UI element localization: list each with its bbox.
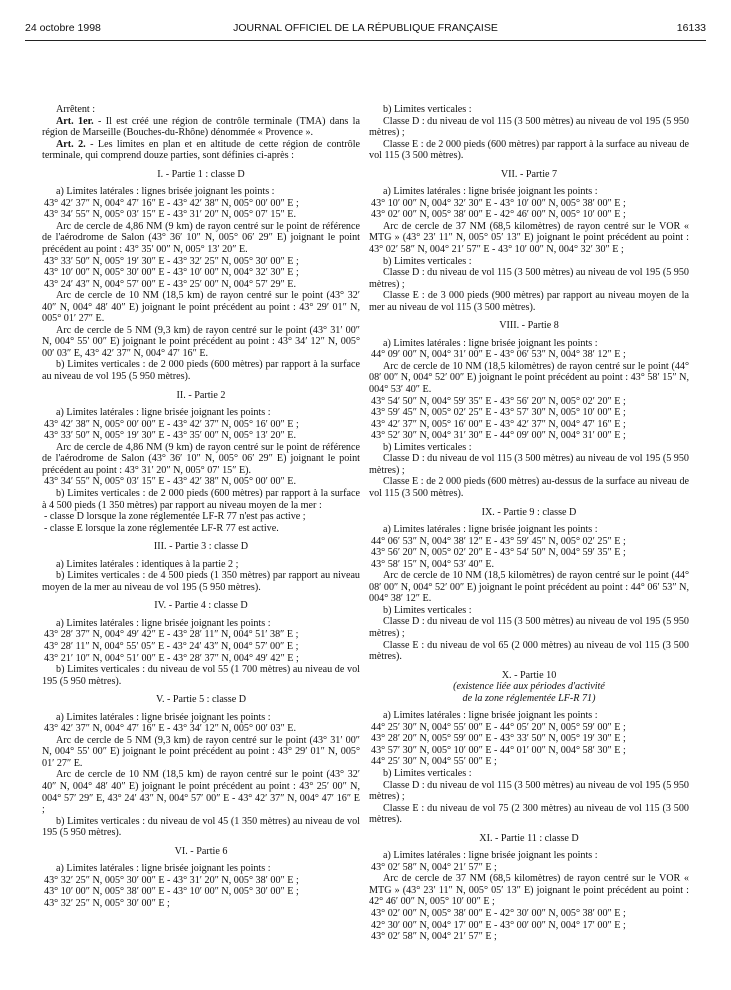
coordinate-line: 43° 54′ 50″ N, 004° 59′ 35″ E - 43° 56′ 20″ N, 005° 02′ 20″ E ; xyxy=(371,395,626,407)
section-title: I. - Partie 1 : classe D xyxy=(157,168,245,180)
class-condition: - classe D lorsque la zone réglementée LF-R 77 n'est pas active ; xyxy=(44,511,306,523)
vertical-limits: b) Limites verticales : xyxy=(383,767,472,779)
coordinate-line: 44° 25′ 30″ N, 004° 55′ 00″ E ; xyxy=(371,756,497,768)
header-rule xyxy=(25,40,706,41)
lateral-limits: a) Limites latérales : ligne brisée joignant les points : xyxy=(383,850,598,862)
header-page-number: 16133 xyxy=(676,22,706,34)
coordinate-line: 43° 42′ 38″ N, 005° 00′ 00″ E - 43° 42′ 37″ N, 005° 16′ 00″ E ; xyxy=(44,418,299,430)
coordinate-line: 43° 59′ 45″ N, 005° 02′ 25″ E - 43° 57′ 30″ N, 005° 10′ 00″ E ; xyxy=(371,407,626,419)
class-d-limits: Classe D : du niveau de vol 115 (3 500 mètres) au niveau de vol 195 (5 950 mètres) ; xyxy=(369,115,689,139)
lateral-limits: a) Limites latérales : ligne brisée joignant les points : xyxy=(383,337,598,349)
article-1 xyxy=(42,116,360,139)
section-subtitle: (existence liée aux périodes d'activité xyxy=(453,681,605,693)
coordinate-line: 43° 32′ 25″ N, 005° 30′ 00″ E ; xyxy=(44,897,170,909)
class-d-limits: Classe D : du niveau de vol 115 (3 500 mètres) au niveau de vol 195 (5 950 mètres) ; xyxy=(369,616,689,639)
coordinate-line: 43° 28′ 20″ N, 005° 59′ 00″ E - 43° 33′ 50″ N, 005° 19′ 30″ E ; xyxy=(371,733,626,745)
lateral-limits: a) Limites latérales : ligne brisée joignant les points : xyxy=(56,617,271,629)
vertical-limits: b) Limites verticales : de 4 500 pieds (1 350 mètres) par rapport au niveau moyen de la mer au niveau de vol 195 (5 950 mètres). xyxy=(42,570,360,593)
coordinate-line: 42° 30′ 00″ N, 004° 17′ 00″ E - 43° 00′ 00″ N, 004° 17′ 00″ E ; xyxy=(371,919,626,931)
coordinate-line: 43° 34′ 55″ N, 005° 03′ 15″ E - 43° 42′ 38″ N, 005° 00′ 00″ E. xyxy=(44,476,297,488)
section-title: V. - Partie 5 : classe D xyxy=(155,694,247,706)
coordinate-line: 43° 33′ 50″ N, 005° 19′ 30″ E - 43° 35′ 00″ N, 005° 13′ 20″ E. xyxy=(44,430,297,442)
arc-paragraph: Arc de cercle de 10 NM (18,5 km) de rayon centré sur le point (43° 32′ 40″ N, 004° 48′ 40″ E) joignant le point précédent au point : 43° 25′ 00″ N, 004° 57′ 29″ E, 43° 24′ 43″ N, 004° 57′ 00″ E - 43° 42′ 37″ N, 004° 47′ 16″ E ; xyxy=(42,769,360,816)
class-d-limits: Classe D : du niveau de vol 115 (3 500 mètres) au niveau de vol 195 (5 950 mètres) ; xyxy=(369,779,689,803)
section-subtitle: de la zone réglementée LF-R 71) xyxy=(462,692,596,704)
section-title: IV. - Partie 4 : classe D xyxy=(154,600,248,612)
coordinate-line: 43° 33′ 50″ N, 005° 19′ 30″ E - 43° 32′ 25″ N, 005° 30′ 00″ E ; xyxy=(44,255,299,267)
page-header xyxy=(25,22,706,38)
coordinate-line: 43° 42′ 37″ N, 004° 47′ 16″ E - 43° 42′ 38″ N, 005° 00′ 00″ E ; xyxy=(44,197,299,209)
section-title: VII. - Partie 7 xyxy=(500,168,558,180)
coordinate-line: 43° 52′ 30″ N, 004° 31′ 30″ E - 44° 09′ 00″ N, 004° 31′ 00″ E ; xyxy=(371,430,626,442)
article-2 xyxy=(42,139,360,162)
coordinate-line: 43° 10′ 00″ N, 005° 30′ 00″ E - 43° 10′ 00″ N, 004° 32′ 30″ E ; xyxy=(44,267,299,279)
coordinate-line: 43° 28′ 37″ N, 004° 49′ 42″ E - 43° 28′ 11″ N, 004° 51′ 38″ E ; xyxy=(44,629,299,641)
coordinate-line: 43° 42′ 37″ N, 004° 47′ 16″ E - 43° 34′ 12″ N, 005° 00′ 03″ E. xyxy=(44,723,297,735)
vertical-limits: b) Limites verticales : xyxy=(383,441,472,453)
coordinate-line: 43° 42′ 37″ N, 005° 16′ 00″ E - 43° 42′ 37″ N, 004° 47′ 16″ E ; xyxy=(371,418,626,430)
vertical-limits: b) Limites verticales : de 2 000 pieds (600 mètres) par rapport à la surface au niveau de vol 195 (5 950 mètres). xyxy=(42,359,360,383)
vertical-limits: b) Limites verticales : xyxy=(383,104,472,115)
header-journal-title: JOURNAL OFFICIEL DE LA RÉPUBLIQUE FRANÇAISE xyxy=(233,22,498,34)
arc-paragraph: Arc de cercle de 4,86 NM (9 km) de rayon centré sur le point de référence de l'aérodrome de Salon (43° 36′ 10″ N, 005° 06′ 29″ E) joignant le point précédent au point : 43° 31′ 20″ N, 005° 07′ 15″ E). xyxy=(42,441,360,476)
lateral-limits: a) Limites latérales : ligne brisée joignant les points : xyxy=(383,524,598,536)
class-e-limits: Classe E : du niveau de vol 65 (2 000 mètres) au niveau de vol 115 (3 500 mètres). xyxy=(369,639,689,663)
arc-paragraph: Arc de cercle de 5 NM (9,3 km) de rayon centré sur le point (43° 31′ 00″ N, 004° 55′ 00″ E) joignant le point précédent au point : 43° 29′ 01″ N, 005° 01′ 27″ E. xyxy=(42,734,360,769)
article-2-label: Art. 2. xyxy=(56,138,86,150)
coordinate-line: 43° 10′ 00″ N, 005° 38′ 00″ E - 43° 10′ 00″ N, 005° 30′ 00″ E ; xyxy=(44,886,299,898)
section-title: X. - Partie 10 xyxy=(501,669,557,681)
class-condition: - classe E lorsque la zone réglementée LF-R 77 est active. xyxy=(44,522,279,534)
class-e-limits: Classe E : du niveau de vol 75 (2 300 mètres) au niveau de vol 115 (3 500 mètres). xyxy=(369,802,689,826)
arc-paragraph: Arc de cercle de 10 NM (18,5 km) de rayon centré sur le point (43° 32′ 40″ N, 004° 48′ 40″ E) joignant le point précédent au point : 43° 29′ 01″ N, 005° 01′ 27″ E. xyxy=(42,290,360,325)
class-d-limits: Classe D : du niveau de vol 115 (3 500 mètres) au niveau de vol 195 (5 950 mètres) ; xyxy=(369,267,689,290)
coordinate-line: 43° 02′ 58″ N, 004° 21′ 57″ E ; xyxy=(371,861,497,873)
article-2-text: - Les limites en plan et en altitude de cette région de contrôle terminale, qui comprend douze parties, sont définies ci-après : xyxy=(42,138,361,162)
coordinate-line: 43° 10′ 00″ N, 004° 32′ 30″ E - 43° 10′ 00″ N, 005° 38′ 00″ E ; xyxy=(371,197,626,209)
arc-paragraph: Arc de cercle de 37 NM (68,5 kilomètres) de rayon centré sur le VOR « MTG » (43° 23′ 11″ N, 005° 05′ 13″ E) joignant le point précédent au point : 43° 02′ 58″ N, 004° 21′ 57″ E - 43° 10′ 00″ N, 004° 32′ 30″ E ; xyxy=(369,220,689,256)
class-d-limits: Classe D : du niveau de vol 115 (3 500 mètres) au niveau de vol 195 (5 950 mètres) ; xyxy=(369,453,689,476)
coordinate-line: 44° 09′ 00″ N, 004° 31′ 00″ E - 43° 06′ 53″ N, 004° 38′ 12″ E ; xyxy=(371,349,626,361)
arretent: Arrêtent : xyxy=(56,104,96,115)
vertical-limits: b) Limites verticales : du niveau de vol 45 (1 350 mètres) au niveau de vol 195 (5 950 mètres). xyxy=(42,815,360,839)
article-1-label: Art. 1er. xyxy=(56,115,94,127)
article-1-text: - Il est créé une région de contrôle terminale (TMA) dans la région de Marseille (Bouches-du-Rhône) dénommée « Provence ». xyxy=(42,115,360,139)
section-title: XI. - Partie 11 : classe D xyxy=(479,832,579,844)
vertical-limits: b) Limites verticales : xyxy=(383,604,472,616)
lateral-limits: a) Limites latérales : identiques à la partie 2 ; xyxy=(56,558,239,570)
class-e-limits: Classe E : de 3 000 pieds (900 mètres) par rapport au niveau moyen de la mer au niveau de vol 115 (3 500 mètres). xyxy=(369,290,689,313)
lateral-limits: a) Limites latérales : lignes brisée joignant les points : xyxy=(56,186,275,198)
lateral-limits: a) Limites latérales : ligne brisée joignant les points : xyxy=(56,407,271,419)
vertical-limits: b) Limites verticales : xyxy=(383,255,472,267)
class-e-limits: Classe E : de 2 000 pieds (600 mètres) par rapport à la surface au niveau de vol 115 (3 500 mètres). xyxy=(369,138,689,162)
coordinate-line: 43° 32′ 25″ N, 005° 30′ 00″ E - 43° 31′ 20″ N, 005° 38′ 00″ E ; xyxy=(44,874,299,886)
arc-paragraph: Arc de cercle de 5 NM (9,3 km) de rayon centré sur le point (43° 31′ 00″ N, 004° 55′ 00″ E) joignant le point précédent au point : 43° 34′ 12″ N, 005° 00′ 03″ E, 43° 42′ 37″ N, 004° 47′ 16″ E. xyxy=(42,324,360,359)
coordinate-line: 43° 21′ 10″ N, 004° 51′ 00″ E - 43° 28′ 37″ N, 004° 49′ 42″ E ; xyxy=(44,652,299,664)
lateral-limits: a) Limites latérales : ligne brisée joignant les points : xyxy=(383,710,598,722)
header-date: 24 octobre 1998 xyxy=(25,22,101,34)
arc-paragraph: Arc de cercle de 10 NM (18,5 kilomètres) de rayon centré sur le point (44° 08′ 00″ N, 004° 52′ 00″ E) joignant le point précédent au point : 44° 06′ 53″ N, 004° 38′ 12″ E. xyxy=(369,570,689,605)
lateral-limits: a) Limites latérales : ligne brisée joignant les points : xyxy=(383,186,598,198)
vertical-limits: b) Limites verticales : du niveau de vol 55 (1 700 mètres) au niveau de vol 195 (5 950 mètres). xyxy=(42,664,360,687)
section-title: VIII. - Partie 8 xyxy=(499,320,559,332)
arc-paragraph: Arc de cercle de 37 NM (68,5 kilomètres) de rayon centré sur le VOR « MTG » (43° 23′ 11″ N, 005° 05′ 13″ E) joignant le point précédent au point : 42° 46′ 00″ N, 005° 10′ 00″ E ; xyxy=(369,873,689,908)
lateral-limits: a) Limites latérales : ligne brisée joignant les points : xyxy=(56,711,271,723)
coordinate-line: 43° 34′ 55″ N, 005° 03′ 15″ E - 43° 31′ 20″ N, 005° 07′ 15″ E. xyxy=(44,209,297,221)
right-column xyxy=(369,104,689,943)
coordinate-line: 43° 56′ 20″ N, 005° 02′ 20″ E - 43° 54′ 50″ N, 004° 59′ 35″ E ; xyxy=(371,547,626,559)
coordinate-line: 44° 06′ 53″ N, 004° 38′ 12″ E - 43° 59′ 45″ N, 005° 02′ 25″ E ; xyxy=(371,535,626,547)
class-e-limits: Classe E : de 2 000 pieds (600 mètres) au-dessus de la surface au niveau de vol 115 (3 500 mètres). xyxy=(369,476,689,499)
vertical-limits: b) Limites verticales : de 2 000 pieds (600 mètres) par rapport à la surface à 4 500 pieds (1 350 mètres) par rapport au niveau moyen de la mer : xyxy=(42,487,360,511)
arc-paragraph: Arc de cercle de 4,86 NM (9 km) de rayon centré sur le point de référence de l'aérodrome de Salon (43° 36′ 10″ N, 005° 06′ 29″ E) joignant le point précédent au point : 43° 35′ 00″ N, 005° 13′ 20″ E. xyxy=(42,220,360,256)
coordinate-line: 44° 25′ 30″ N, 004° 55′ 00″ E - 44° 05′ 20″ N, 005° 59′ 00″ E ; xyxy=(371,721,626,733)
section-title: IX. - Partie 9 : classe D xyxy=(481,506,577,518)
section-title: VI. - Partie 6 xyxy=(174,845,228,857)
section-title: II. - Partie 2 xyxy=(176,389,226,401)
coordinate-line: 43° 02′ 00″ N, 005° 38′ 00″ E - 42° 46′ 00″ N, 005° 10′ 00″ E ; xyxy=(371,209,626,221)
coordinate-line: 43° 02′ 00″ N, 005° 38′ 00″ E - 42° 30′ 00″ N, 005° 38′ 00″ E ; xyxy=(371,908,626,919)
coordinate-line: 43° 28′ 11″ N, 004° 55′ 05″ E - 43° 24′ 43″ N, 004° 57′ 00″ E ; xyxy=(44,640,299,652)
coordinate-line: 43° 57′ 30″ N, 005° 10′ 00″ E - 44° 01′ 00″ N, 004° 58′ 30″ E ; xyxy=(371,744,626,756)
coordinate-line: 43° 58′ 15″ N, 004° 53′ 40″ E. xyxy=(371,558,495,570)
section-title: III. - Partie 3 : classe D xyxy=(153,541,249,553)
coordinate-line: 43° 02′ 58″ N, 004° 21′ 57″ E ; xyxy=(371,931,497,943)
lateral-limits: a) Limites latérales : ligne brisée joignant les points : xyxy=(56,863,271,875)
coordinate-line: 43° 24′ 43″ N, 004° 57′ 00″ E - 43° 25′ 00″ N, 004° 57′ 29″ E. xyxy=(44,278,297,290)
left-column xyxy=(42,104,360,909)
arc-paragraph: Arc de cercle de 10 NM (18,5 kilomètres) de rayon centré sur le point (44° 08′ 00″ N, 004° 52′ 00″ E) joignant le point précédent au point : 43° 58′ 15″ N, 004° 53′ 40″ E. xyxy=(369,360,689,396)
